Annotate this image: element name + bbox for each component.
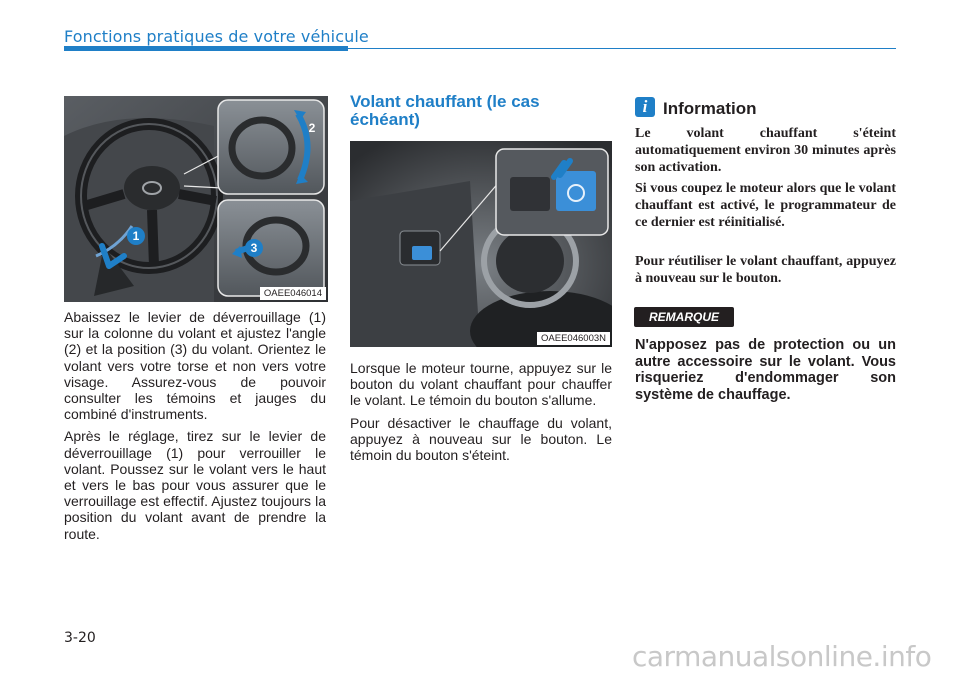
- page-number: 3-20: [64, 630, 96, 646]
- paragraph-lock: Après le réglage, tirez sur le levier de déverrouillage (1) pour verrouiller le volant. Poussez sur le volant vers le haut et vers le bas pour vous assurer que le verrouillage est effectif. Ajustez toujours la position du volant avant de prendre la route.: [64, 428, 326, 542]
- figure-label-2: 2: [308, 121, 316, 135]
- section-header-title: Fonctions pratiques de votre véhicule: [64, 27, 369, 46]
- middle-text-block: [350, 360, 612, 463]
- figure-label-3: 3: [250, 241, 258, 255]
- heated-wheel-figure: [350, 141, 612, 347]
- info-paragraph-reuse: Pour réutiliser le volant chauffant, appuyez à nouveau sur le bouton.: [635, 254, 896, 286]
- remarque-text: N'apposez pas de protection ou un autre accessoire sur le volant. Vous risqueriez d'endommager son système de chauffage.: [635, 337, 896, 403]
- remarque-badge: REMARQUE: [634, 307, 734, 327]
- info-icon: i: [635, 97, 655, 117]
- paragraph-adjust: Abaissez le levier de déverrouillage (1) sur la colonne du volant et ajustez l'angle (2) et la position (3) du volant. Orientez le volant vers votre torse et non vers votre visage. Assurez-vous de pouvoir consulter les témoins et jauges du combiné d'instruments.: [64, 309, 326, 423]
- info-title: Information: [663, 99, 757, 118]
- header-accent-bar: [64, 46, 348, 51]
- info-paragraph-auto-off: Le volant chauffant s'éteint automatiquement environ 30 minutes après son activation.: [635, 126, 896, 175]
- figure-code: OAEE046014: [260, 287, 326, 300]
- left-text-block: [64, 309, 326, 542]
- info-paragraph-reset: Si vous coupez le moteur alors que le volant chauffant est activé, le programmateur de ce dernier est réinitialisé.: [635, 181, 896, 230]
- header-rule: [348, 48, 896, 49]
- watermark: carmanualsonline.info: [632, 640, 932, 673]
- paragraph-activate: Lorsque le moteur tourne, appuyez sur le bouton du volant chauffant pour chauffer le volant. Le témoin du bouton s'allume.: [350, 360, 612, 409]
- figure-code: OAEE046003N: [537, 332, 610, 345]
- figure-label-1: 1: [132, 229, 140, 243]
- heated-wheel-title: Volant chauffant (le cas échéant): [350, 92, 540, 129]
- paragraph-deactivate: Pour désactiver le chauffage du volant, appuyez à nouveau sur le bouton. Le témoin du bouton s'éteint.: [350, 414, 612, 464]
- steering-adjustment-figure: [64, 96, 328, 302]
